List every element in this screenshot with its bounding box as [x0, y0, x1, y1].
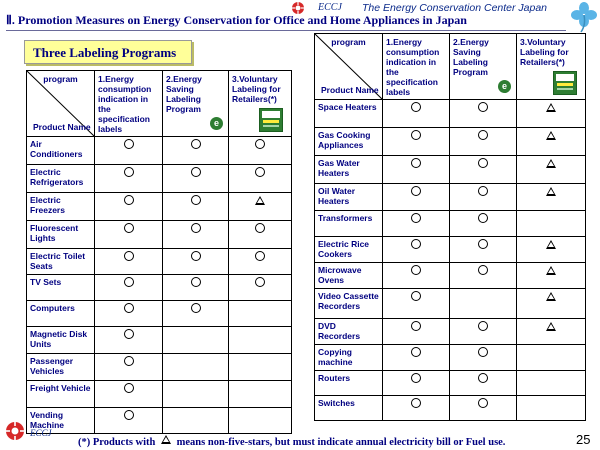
circle-mark-icon	[255, 139, 265, 149]
mark-cell	[450, 156, 517, 184]
mark-cell	[95, 221, 163, 249]
mark-cell	[383, 184, 450, 211]
energy-saving-e-icon: e	[210, 117, 223, 130]
table-row	[27, 249, 292, 275]
mark-cell	[450, 263, 517, 289]
footnote	[78, 436, 505, 448]
product-name-cell: Microwave Ovens	[315, 263, 383, 289]
table-row	[27, 165, 292, 193]
circle-mark-icon	[478, 239, 488, 249]
table-row	[315, 263, 586, 289]
mark-cell	[95, 301, 163, 327]
mark-cell	[383, 211, 450, 237]
header-program-label: program	[43, 74, 78, 84]
circle-mark-icon	[478, 130, 488, 140]
mark-cell	[383, 156, 450, 184]
circle-mark-icon	[478, 186, 488, 196]
circle-mark-icon	[191, 251, 201, 261]
triangle-mark-icon	[255, 196, 265, 205]
mark-cell	[450, 319, 517, 345]
product-name-cell: TV Sets	[27, 275, 95, 301]
subtitle-box: Three Labeling Programs	[24, 40, 192, 64]
mark-cell	[163, 165, 229, 193]
product-name-cell: Fluorescent Lights	[27, 221, 95, 249]
circle-mark-icon	[191, 223, 201, 233]
circle-mark-icon	[124, 195, 134, 205]
circle-mark-icon	[255, 251, 265, 261]
triangle-mark-icon	[546, 266, 556, 275]
clover-icon	[569, 0, 600, 33]
circle-mark-icon	[124, 167, 134, 177]
table-row	[27, 301, 292, 327]
retailer-label-icon	[553, 71, 577, 95]
eccj-logo-icon	[4, 420, 28, 442]
mark-cell	[163, 354, 229, 381]
circle-mark-icon	[411, 321, 421, 331]
mark-cell	[517, 319, 586, 345]
product-name-cell: Air Conditioners	[27, 137, 95, 165]
mark-cell	[450, 396, 517, 421]
header-product-name-label: Product Name	[321, 85, 379, 95]
mark-cell	[450, 211, 517, 237]
table-row	[27, 275, 292, 301]
mark-cell	[517, 100, 586, 128]
circle-mark-icon	[478, 158, 488, 168]
mark-cell	[517, 345, 586, 371]
mark-cell	[229, 193, 292, 221]
circle-mark-icon	[191, 195, 201, 205]
mark-cell	[517, 371, 586, 396]
product-name-cell: Electric Rice Cookers	[315, 237, 383, 263]
mark-cell	[383, 371, 450, 396]
mark-cell	[517, 396, 586, 421]
circle-mark-icon	[191, 277, 201, 287]
triangle-mark-icon	[546, 240, 556, 249]
product-name-cell: Switches	[315, 396, 383, 421]
mark-cell	[383, 100, 450, 128]
product-name-cell: Electric Refrigerators	[27, 165, 95, 193]
circle-mark-icon	[411, 347, 421, 357]
table-row	[315, 128, 586, 156]
header-org-name: The Energy Conservation Center Japan	[362, 2, 548, 14]
mark-cell	[517, 263, 586, 289]
product-name-cell: Electric Toilet Seats	[27, 249, 95, 275]
product-name-cell: Transformers	[315, 211, 383, 237]
circle-mark-icon	[411, 186, 421, 196]
circle-mark-icon	[478, 265, 488, 275]
circle-mark-icon	[124, 383, 134, 393]
product-name-cell: Computers	[27, 301, 95, 327]
mark-cell	[229, 275, 292, 301]
table-row	[315, 371, 586, 396]
mark-cell	[383, 319, 450, 345]
mark-cell	[229, 381, 292, 408]
product-name-cell: Routers	[315, 371, 383, 396]
mark-cell	[450, 289, 517, 319]
circle-mark-icon	[411, 130, 421, 140]
mark-cell	[383, 263, 450, 289]
product-name-cell: Space Heaters	[315, 100, 383, 128]
mark-cell	[95, 165, 163, 193]
product-name-cell: Magnetic Disk Units	[27, 327, 95, 354]
circle-mark-icon	[124, 223, 134, 233]
mark-cell	[163, 327, 229, 354]
header-col-energy-consumption: 1.Energy consumption indication in the specification labels	[95, 71, 163, 137]
circle-mark-icon	[411, 398, 421, 408]
table-row	[315, 100, 586, 128]
mark-cell	[450, 237, 517, 263]
circle-mark-icon	[124, 356, 134, 366]
retailer-label-icon	[259, 108, 283, 132]
circle-mark-icon	[411, 102, 421, 112]
table-row	[315, 345, 586, 371]
product-name-cell: Video Cassette Recorders	[315, 289, 383, 319]
triangle-mark-icon	[546, 159, 556, 168]
circle-mark-icon	[478, 213, 488, 223]
right-labeling-table	[314, 33, 586, 421]
circle-mark-icon	[124, 303, 134, 313]
table-header-row	[27, 71, 292, 137]
table-row	[315, 237, 586, 263]
header-corner-cell	[315, 34, 383, 100]
title-divider	[6, 30, 566, 31]
mark-cell	[450, 345, 517, 371]
footnote-before: (*) Products with	[78, 437, 156, 448]
circle-mark-icon	[411, 158, 421, 168]
circle-mark-icon	[478, 102, 488, 112]
mark-cell	[163, 381, 229, 408]
circle-mark-icon	[478, 321, 488, 331]
bottom-eccj: ECCJ	[30, 428, 52, 438]
product-name-cell: Oil Water Heaters	[315, 184, 383, 211]
circle-mark-icon	[411, 239, 421, 249]
energy-saving-e-icon: e	[498, 80, 511, 93]
mark-cell	[95, 249, 163, 275]
table-row	[315, 396, 586, 421]
mark-cell	[95, 381, 163, 408]
page-title: Ⅱ. Promotion Measures on Energy Conservation for Office and Home Appliances in Japan	[6, 13, 467, 27]
circle-mark-icon	[255, 223, 265, 233]
mark-cell	[229, 137, 292, 165]
mark-cell	[95, 327, 163, 354]
mark-cell	[383, 396, 450, 421]
mark-cell	[95, 408, 163, 434]
mark-cell	[383, 237, 450, 263]
product-name-cell: Electric Freezers	[27, 193, 95, 221]
mark-cell	[450, 184, 517, 211]
circle-mark-icon	[411, 291, 421, 301]
mark-cell	[383, 128, 450, 156]
product-name-cell: DVD Recorders	[315, 319, 383, 345]
mark-cell	[517, 184, 586, 211]
table-row	[27, 193, 292, 221]
header-program-label: program	[331, 37, 366, 47]
triangle-mark-icon	[546, 322, 556, 331]
product-name-cell: Gas Cooking Appliances	[315, 128, 383, 156]
circle-mark-icon	[124, 329, 134, 339]
mark-cell	[517, 156, 586, 184]
product-name-cell: Copying machine	[315, 345, 383, 371]
mark-cell	[229, 327, 292, 354]
mark-cell	[517, 211, 586, 237]
table-row	[315, 211, 586, 237]
table-row	[27, 327, 292, 354]
circle-mark-icon	[478, 347, 488, 357]
circle-mark-icon	[478, 373, 488, 383]
mark-cell	[383, 289, 450, 319]
table-row	[27, 408, 292, 434]
triangle-icon	[161, 435, 171, 444]
circle-mark-icon	[124, 410, 134, 420]
triangle-mark-icon	[546, 187, 556, 196]
mark-cell	[229, 165, 292, 193]
header-col-energy-saving: 2.Energy Saving Labeling Program e	[450, 34, 517, 100]
circle-mark-icon	[191, 303, 201, 313]
circle-mark-icon	[124, 139, 134, 149]
mark-cell	[229, 408, 292, 434]
mark-cell	[517, 128, 586, 156]
triangle-mark-icon	[546, 292, 556, 301]
mark-cell	[383, 345, 450, 371]
mark-cell	[163, 193, 229, 221]
left-labeling-table	[26, 70, 292, 434]
mark-cell	[95, 275, 163, 301]
table-row	[315, 319, 586, 345]
table-row	[315, 289, 586, 319]
footnote-after: means non-five-stars, but must indicate annual electricity bill or Fuel use.	[176, 437, 506, 448]
header-col-voluntary: 3.Voluntary Labeling for Retailers(*)	[517, 34, 586, 100]
product-name-cell: Vending Machine	[27, 408, 95, 434]
table-row	[27, 354, 292, 381]
table-row	[27, 137, 292, 165]
table-row	[27, 381, 292, 408]
mark-cell	[229, 354, 292, 381]
mark-cell	[163, 408, 229, 434]
circle-mark-icon	[411, 213, 421, 223]
table-row	[315, 184, 586, 211]
mark-cell	[163, 301, 229, 327]
mark-cell	[450, 371, 517, 396]
triangle-mark-icon	[546, 131, 556, 140]
circle-mark-icon	[255, 277, 265, 287]
circle-mark-icon	[255, 167, 265, 177]
header-eccj: ECCJ	[318, 2, 342, 13]
header-corner-cell	[27, 71, 95, 137]
header-product-name-label: Product Name	[33, 122, 91, 132]
circle-mark-icon	[478, 398, 488, 408]
mark-cell	[163, 221, 229, 249]
mark-cell	[229, 221, 292, 249]
triangle-mark-icon	[546, 103, 556, 112]
product-name-cell: Freight Vehicle	[27, 381, 95, 408]
page-number: 25	[576, 432, 591, 447]
circle-mark-icon	[124, 277, 134, 287]
mark-cell	[450, 100, 517, 128]
mark-cell	[95, 137, 163, 165]
product-name-cell: Passenger Vehicles	[27, 354, 95, 381]
header-col-energy-saving: 2.Energy Saving Labeling Program e	[163, 71, 229, 137]
mark-cell	[163, 137, 229, 165]
circle-mark-icon	[411, 373, 421, 383]
mark-cell	[229, 249, 292, 275]
circle-mark-icon	[411, 265, 421, 275]
mark-cell	[517, 289, 586, 319]
circle-mark-icon	[191, 139, 201, 149]
mark-cell	[163, 249, 229, 275]
mark-cell	[95, 193, 163, 221]
table-row	[315, 156, 586, 184]
circle-mark-icon	[191, 167, 201, 177]
table-header-row	[315, 34, 586, 100]
table-row	[27, 221, 292, 249]
circle-mark-icon	[124, 251, 134, 261]
mark-cell	[163, 275, 229, 301]
mark-cell	[517, 237, 586, 263]
mark-cell	[229, 301, 292, 327]
mark-cell	[450, 128, 517, 156]
header-col-energy-consumption: 1.Energy consumption indication in the specification labels	[383, 34, 450, 100]
product-name-cell: Gas Water Heaters	[315, 156, 383, 184]
mark-cell	[95, 354, 163, 381]
header-col-voluntary: 3.Voluntary Labeling for Retailers(*)	[229, 71, 292, 137]
